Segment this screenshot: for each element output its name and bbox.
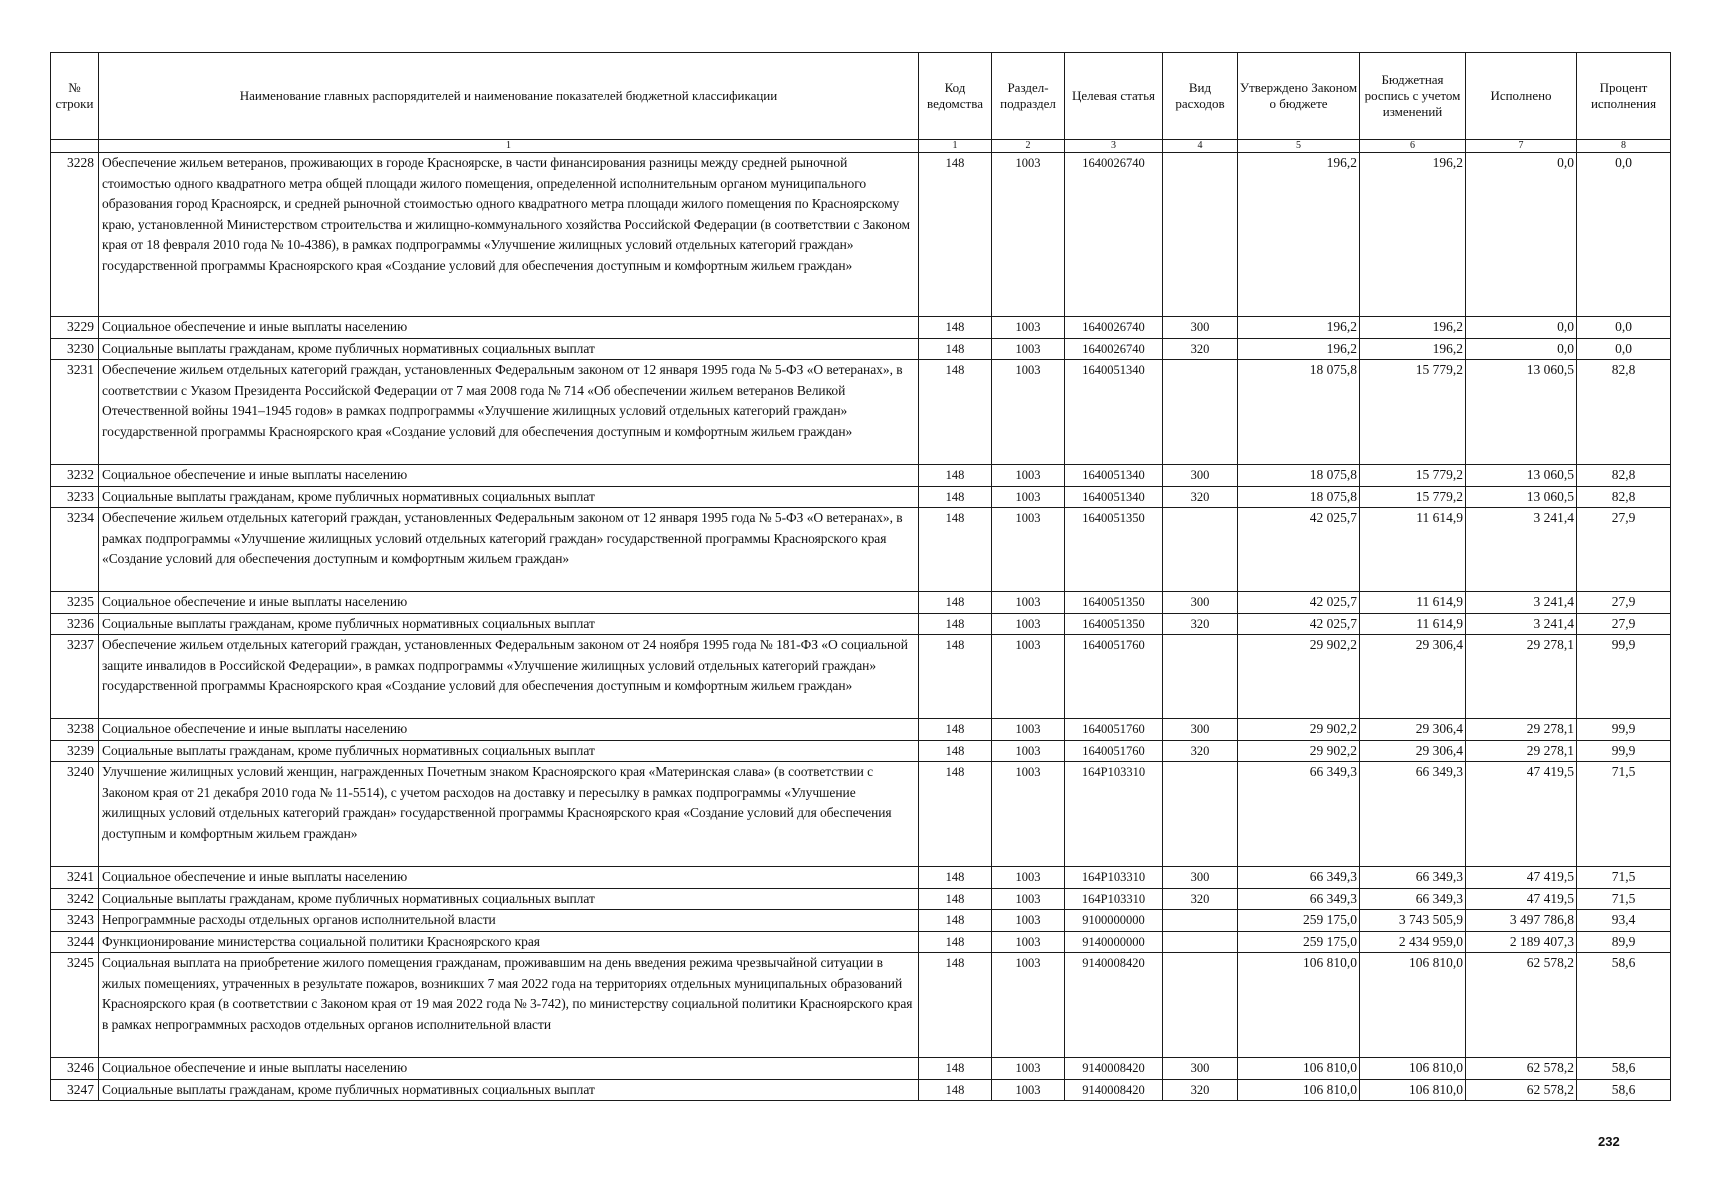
row-number: 3234 [51, 508, 99, 592]
table-row [51, 762, 1671, 867]
table-row [51, 719, 1671, 741]
row-name: Социальные выплаты гражданам, кроме публичных нормативных социальных выплат [99, 486, 919, 508]
row-exp-type: 320 [1163, 888, 1238, 910]
row-name: Социальное обеспечение и иные выплаты населению [99, 465, 919, 487]
row-target: 1640051760 [1065, 719, 1163, 741]
row-dept-code: 148 [919, 508, 992, 592]
table-row [51, 931, 1671, 953]
row-number: 3230 [51, 338, 99, 360]
row-approved: 196,2 [1238, 317, 1360, 339]
row-number: 3231 [51, 360, 99, 465]
row-section: 1003 [992, 1079, 1065, 1101]
row-name: Социальные выплаты гражданам, кроме публичных нормативных социальных выплат [99, 613, 919, 635]
row-dept-code: 148 [919, 953, 992, 1058]
row-executed: 13 060,5 [1466, 486, 1577, 508]
row-dept-code: 148 [919, 592, 992, 614]
row-target: 1640051350 [1065, 508, 1163, 592]
budget-execution-table [50, 52, 1671, 1101]
row-percent: 99,9 [1577, 719, 1671, 741]
row-schedule: 196,2 [1360, 317, 1466, 339]
row-exp-type: 300 [1163, 719, 1238, 741]
row-target: 1640051340 [1065, 360, 1163, 465]
row-dept-code: 148 [919, 910, 992, 932]
table-row [51, 360, 1671, 465]
row-section: 1003 [992, 338, 1065, 360]
row-target: 1640026740 [1065, 338, 1163, 360]
row-percent: 82,8 [1577, 486, 1671, 508]
col-number: 6 [1360, 140, 1466, 153]
row-number: 3235 [51, 592, 99, 614]
row-section: 1003 [992, 740, 1065, 762]
row-target: 9100000000 [1065, 910, 1163, 932]
table-row [51, 486, 1671, 508]
row-schedule: 15 779,2 [1360, 486, 1466, 508]
row-number: 3242 [51, 888, 99, 910]
row-approved: 106 810,0 [1238, 953, 1360, 1058]
row-schedule: 29 306,4 [1360, 719, 1466, 741]
row-section: 1003 [992, 360, 1065, 465]
table-row [51, 635, 1671, 719]
row-number: 3228 [51, 153, 99, 317]
row-exp-type [1163, 508, 1238, 592]
row-target: 164P103310 [1065, 867, 1163, 889]
row-number: 3232 [51, 465, 99, 487]
row-percent: 89,9 [1577, 931, 1671, 953]
row-section: 1003 [992, 465, 1065, 487]
row-dept-code: 148 [919, 1079, 992, 1101]
row-schedule: 106 810,0 [1360, 1079, 1466, 1101]
row-executed: 0,0 [1466, 317, 1577, 339]
table-row [51, 465, 1671, 487]
row-executed: 29 278,1 [1466, 740, 1577, 762]
header-row [51, 53, 1671, 140]
row-dept-code: 148 [919, 762, 992, 867]
row-approved: 196,2 [1238, 153, 1360, 317]
table-row [51, 613, 1671, 635]
row-number: 3233 [51, 486, 99, 508]
row-percent: 27,9 [1577, 613, 1671, 635]
row-exp-type [1163, 635, 1238, 719]
row-name: Социальное обеспечение и иные выплаты населению [99, 1058, 919, 1080]
col-number: 5 [1238, 140, 1360, 153]
col-number: 2 [992, 140, 1065, 153]
row-approved: 29 902,2 [1238, 719, 1360, 741]
row-section: 1003 [992, 910, 1065, 932]
row-number: 3244 [51, 931, 99, 953]
row-target: 9140000000 [1065, 931, 1163, 953]
row-name: Социальные выплаты гражданам, кроме публичных нормативных социальных выплат [99, 338, 919, 360]
row-name: Обеспечение жильем отдельных категорий граждан, установленных Федеральным законом от 12 января 1995 года № 5-ФЗ «О ветеранах», в рамках подпрограммы «Улучшение жилищных условий отдельных категорий граждан» государственной программы Красноярского края «Создание условий для обеспечения доступным и комфортным жильем граждан» [99, 508, 919, 592]
row-approved: 106 810,0 [1238, 1058, 1360, 1080]
row-dept-code: 148 [919, 360, 992, 465]
header-row-no: № строки [51, 53, 99, 140]
row-dept-code: 148 [919, 740, 992, 762]
row-exp-type [1163, 762, 1238, 867]
row-schedule: 66 349,3 [1360, 762, 1466, 867]
table-row [51, 153, 1671, 317]
row-schedule: 15 779,2 [1360, 360, 1466, 465]
row-schedule: 29 306,4 [1360, 740, 1466, 762]
row-executed: 3 241,4 [1466, 508, 1577, 592]
row-target: 1640051760 [1065, 635, 1163, 719]
row-percent: 93,4 [1577, 910, 1671, 932]
row-executed: 3 241,4 [1466, 592, 1577, 614]
col-number: 4 [1163, 140, 1238, 153]
row-dept-code: 148 [919, 613, 992, 635]
row-schedule: 66 349,3 [1360, 867, 1466, 889]
row-section: 1003 [992, 592, 1065, 614]
row-executed: 2 189 407,3 [1466, 931, 1577, 953]
row-approved: 18 075,8 [1238, 486, 1360, 508]
row-executed: 62 578,2 [1466, 1079, 1577, 1101]
row-name: Непрограммные расходы отдельных органов исполнительной власти [99, 910, 919, 932]
header-dept-code: Код ведомства [919, 53, 992, 140]
row-number: 3243 [51, 910, 99, 932]
row-approved: 18 075,8 [1238, 465, 1360, 487]
row-exp-type [1163, 360, 1238, 465]
row-approved: 196,2 [1238, 338, 1360, 360]
row-target: 9140008420 [1065, 1058, 1163, 1080]
row-number: 3241 [51, 867, 99, 889]
table-row [51, 867, 1671, 889]
header-percent: Процент исполнения [1577, 53, 1671, 140]
row-dept-code: 148 [919, 719, 992, 741]
table-row [51, 953, 1671, 1058]
row-exp-type [1163, 931, 1238, 953]
row-target: 1640026740 [1065, 153, 1163, 317]
header-target: Целевая статья [1065, 53, 1163, 140]
header-schedule: Бюджетная роспись с учетом изменений [1360, 53, 1466, 140]
row-exp-type: 320 [1163, 338, 1238, 360]
row-percent: 71,5 [1577, 888, 1671, 910]
row-name: Обеспечение жильем отдельных категорий граждан, установленных Федеральным законом от 12 января 1995 года № 5-ФЗ «О ветеранах», в соответствии с Указом Президента Российской Федерации от 7 мая 2008 года № 714 «Об обеспечении жильем ветеранов Великой Отечественной войны 1941–1945 годов» в рамках подпрограммы «Улучшение жилищных условий отдельных категорий граждан» государственной программы Красноярского края «Создание условий для обеспечения доступным и комфортным жильем граждан» [99, 360, 919, 465]
row-target: 1640051350 [1065, 592, 1163, 614]
row-number: 3236 [51, 613, 99, 635]
row-number: 3240 [51, 762, 99, 867]
row-schedule: 106 810,0 [1360, 953, 1466, 1058]
row-schedule: 3 743 505,9 [1360, 910, 1466, 932]
row-target: 164P103310 [1065, 762, 1163, 867]
row-dept-code: 148 [919, 888, 992, 910]
row-target: 9140008420 [1065, 1079, 1163, 1101]
row-percent: 0,0 [1577, 317, 1671, 339]
row-exp-type: 320 [1163, 1079, 1238, 1101]
row-name: Функционирование министерства социальной политики Красноярского края [99, 931, 919, 953]
row-exp-type: 320 [1163, 613, 1238, 635]
row-schedule: 2 434 959,0 [1360, 931, 1466, 953]
table-body [51, 153, 1671, 1101]
table-row [51, 338, 1671, 360]
row-executed: 47 419,5 [1466, 762, 1577, 867]
row-approved: 259 175,0 [1238, 910, 1360, 932]
row-exp-type: 320 [1163, 740, 1238, 762]
row-number: 3238 [51, 719, 99, 741]
row-executed: 47 419,5 [1466, 888, 1577, 910]
row-section: 1003 [992, 762, 1065, 867]
col-number: 7 [1466, 140, 1577, 153]
table-row [51, 508, 1671, 592]
table-row [51, 1058, 1671, 1080]
row-dept-code: 148 [919, 931, 992, 953]
table-row [51, 317, 1671, 339]
row-percent: 82,8 [1577, 360, 1671, 465]
col-number: 3 [1065, 140, 1163, 153]
table-row [51, 910, 1671, 932]
row-schedule: 11 614,9 [1360, 508, 1466, 592]
row-dept-code: 148 [919, 635, 992, 719]
row-executed: 62 578,2 [1466, 953, 1577, 1058]
row-target: 1640026740 [1065, 317, 1163, 339]
row-section: 1003 [992, 317, 1065, 339]
row-name: Социальные выплаты гражданам, кроме публичных нормативных социальных выплат [99, 740, 919, 762]
row-approved: 106 810,0 [1238, 1079, 1360, 1101]
row-dept-code: 148 [919, 338, 992, 360]
row-percent: 58,6 [1577, 1079, 1671, 1101]
col-number [51, 140, 99, 153]
row-percent: 99,9 [1577, 635, 1671, 719]
row-executed: 29 278,1 [1466, 635, 1577, 719]
row-executed: 13 060,5 [1466, 360, 1577, 465]
page-number: 232 [1598, 1134, 1620, 1149]
row-schedule: 11 614,9 [1360, 592, 1466, 614]
row-percent: 82,8 [1577, 465, 1671, 487]
row-section: 1003 [992, 953, 1065, 1058]
row-exp-type [1163, 153, 1238, 317]
row-approved: 66 349,3 [1238, 867, 1360, 889]
row-executed: 0,0 [1466, 338, 1577, 360]
row-name: Улучшение жилищных условий женщин, награжденных Почетным знаком Красноярского края «Материнская слава» (в соответствии с Законом края от 21 декабря 2010 года № 11-5514), с учетом расходов на доставку и пересылку в рамках подпрограммы «Улучшение жилищных условий отдельных категорий граждан» государственной программы Красноярского края «Создание условий для обеспечения доступным и комфортным жильем граждан» [99, 762, 919, 867]
row-exp-type: 300 [1163, 465, 1238, 487]
row-dept-code: 148 [919, 465, 992, 487]
row-approved: 29 902,2 [1238, 635, 1360, 719]
row-percent: 27,9 [1577, 592, 1671, 614]
row-exp-type [1163, 910, 1238, 932]
row-name: Социальные выплаты гражданам, кроме публичных нормативных социальных выплат [99, 1079, 919, 1101]
row-executed: 47 419,5 [1466, 867, 1577, 889]
row-target: 1640051340 [1065, 465, 1163, 487]
row-number: 3229 [51, 317, 99, 339]
row-name: Обеспечение жильем отдельных категорий граждан, установленных Федеральным законом от 24 ноября 1995 года № 181-ФЗ «О социальной защите инвалидов в Российской Федерации», в рамках подпрограммы «Улучшение жилищных условий отдельных категорий граждан» государственной программы Красноярского края «Создание условий для обеспечения доступным и комфортным жильем граждан» [99, 635, 919, 719]
row-section: 1003 [992, 867, 1065, 889]
row-approved: 259 175,0 [1238, 931, 1360, 953]
row-schedule: 15 779,2 [1360, 465, 1466, 487]
row-approved: 66 349,3 [1238, 762, 1360, 867]
header-section: Раздел-подраздел [992, 53, 1065, 140]
row-executed: 13 060,5 [1466, 465, 1577, 487]
row-schedule: 196,2 [1360, 338, 1466, 360]
row-name: Социальное обеспечение и иные выплаты населению [99, 867, 919, 889]
row-target: 1640051340 [1065, 486, 1163, 508]
row-name: Социальное обеспечение и иные выплаты населению [99, 719, 919, 741]
row-executed: 3 241,4 [1466, 613, 1577, 635]
row-dept-code: 148 [919, 867, 992, 889]
row-target: 164P103310 [1065, 888, 1163, 910]
table-row [51, 592, 1671, 614]
table-row [51, 1079, 1671, 1101]
row-section: 1003 [992, 486, 1065, 508]
header-name: Наименование главных распорядителей и наименование показателей бюджетной классификации [99, 53, 919, 140]
row-dept-code: 148 [919, 317, 992, 339]
row-section: 1003 [992, 1058, 1065, 1080]
row-percent: 0,0 [1577, 338, 1671, 360]
row-schedule: 11 614,9 [1360, 613, 1466, 635]
row-section: 1003 [992, 508, 1065, 592]
row-executed: 62 578,2 [1466, 1058, 1577, 1080]
row-exp-type: 300 [1163, 867, 1238, 889]
column-number-row [51, 140, 1671, 153]
row-percent: 58,6 [1577, 1058, 1671, 1080]
row-exp-type: 300 [1163, 1058, 1238, 1080]
budget-table-sheet [50, 52, 1670, 1101]
row-number: 3239 [51, 740, 99, 762]
row-dept-code: 148 [919, 486, 992, 508]
row-schedule: 106 810,0 [1360, 1058, 1466, 1080]
row-number: 3245 [51, 953, 99, 1058]
row-section: 1003 [992, 931, 1065, 953]
row-section: 1003 [992, 719, 1065, 741]
row-schedule: 66 349,3 [1360, 888, 1466, 910]
row-schedule: 196,2 [1360, 153, 1466, 317]
row-dept-code: 148 [919, 1058, 992, 1080]
row-section: 1003 [992, 613, 1065, 635]
row-exp-type: 300 [1163, 592, 1238, 614]
col-number: 8 [1577, 140, 1671, 153]
row-name: Социальные выплаты гражданам, кроме публичных нормативных социальных выплат [99, 888, 919, 910]
row-number: 3246 [51, 1058, 99, 1080]
row-percent: 71,5 [1577, 867, 1671, 889]
row-approved: 18 075,8 [1238, 360, 1360, 465]
row-name: Социальная выплата на приобретение жилого помещения гражданам, проживавшим на день введения режима чрезвычайной ситуации в жилых помещениях, утраченных в результате пожаров, возникших 7 мая 2022 года на территориях отдельных муниципальных образований Красноярского края (в соответствии с Законом края от 19 мая 2022 года № 3-742), по министерству социальной политики Красноярского края в рамках непрограммных расходов отдельных органов исполнительной власти [99, 953, 919, 1058]
row-approved: 29 902,2 [1238, 740, 1360, 762]
row-exp-type [1163, 953, 1238, 1058]
row-approved: 42 025,7 [1238, 508, 1360, 592]
row-name: Социальное обеспечение и иные выплаты населению [99, 317, 919, 339]
row-executed: 3 497 786,8 [1466, 910, 1577, 932]
row-target: 1640051760 [1065, 740, 1163, 762]
row-section: 1003 [992, 153, 1065, 317]
row-name: Социальное обеспечение и иные выплаты населению [99, 592, 919, 614]
row-dept-code: 148 [919, 153, 992, 317]
row-schedule: 29 306,4 [1360, 635, 1466, 719]
table-row [51, 888, 1671, 910]
table-row [51, 740, 1671, 762]
row-section: 1003 [992, 635, 1065, 719]
row-percent: 99,9 [1577, 740, 1671, 762]
row-number: 3237 [51, 635, 99, 719]
row-percent: 27,9 [1577, 508, 1671, 592]
row-percent: 58,6 [1577, 953, 1671, 1058]
row-target: 9140008420 [1065, 953, 1163, 1058]
row-exp-type: 300 [1163, 317, 1238, 339]
header-approved: Утверждено Законом о бюджете [1238, 53, 1360, 140]
row-exp-type: 320 [1163, 486, 1238, 508]
row-approved: 42 025,7 [1238, 592, 1360, 614]
header-exp-type: Вид расходов [1163, 53, 1238, 140]
row-percent: 71,5 [1577, 762, 1671, 867]
col-number: 1 [99, 140, 919, 153]
row-approved: 42 025,7 [1238, 613, 1360, 635]
row-section: 1003 [992, 888, 1065, 910]
col-number: 1 [919, 140, 992, 153]
row-number: 3247 [51, 1079, 99, 1101]
row-executed: 29 278,1 [1466, 719, 1577, 741]
header-executed: Исполнено [1466, 53, 1577, 140]
row-approved: 66 349,3 [1238, 888, 1360, 910]
row-target: 1640051350 [1065, 613, 1163, 635]
row-executed: 0,0 [1466, 153, 1577, 317]
row-percent: 0,0 [1577, 153, 1671, 317]
row-name: Обеспечение жильем ветеранов, проживающих в городе Красноярске, в части финансирования разницы между средней рыночной стоимостью одного квадратного метра общей площади жилого помещения, определенной исполнительным органом муниципального образования город Красноярск, и средней рыночной стоимостью одного квадратного метра площади жилого помещения по Красноярскому краю, установленной Министерством строительства и жилищно-коммунального хозяйства Российской Федерации (в соответствии с Законом края от 18 февраля 2010 года № 10-4386), в рамках подпрограммы «Улучшение жилищных условий отдельных категорий граждан» государственной программы Красноярского края «Создание условий для обеспечения доступным и комфортным жильем граждан» [99, 153, 919, 317]
